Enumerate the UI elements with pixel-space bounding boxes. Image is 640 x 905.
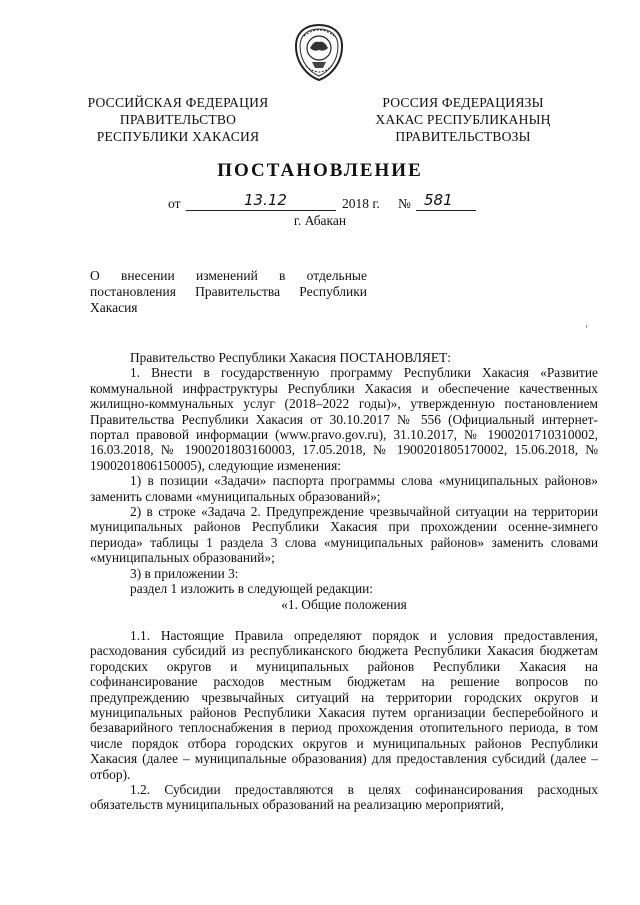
header-right-line-1: РОССИЯ ФЕДЕРАЦИЯЗЫ: [382, 95, 544, 110]
paragraph-1-1: 1) в позиции «Задачи» паспорта программы слова «муниципальных районов» заменить словами «муниципальных образований»;: [90, 473, 598, 504]
header-left-line-1: РОССИЙСКАЯ ФЕДЕРАЦИЯ: [87, 95, 269, 110]
city-line: г. Абакан: [293, 213, 347, 228]
paragraph-1-3a: раздел 1 изложить в следующей редакции:: [130, 581, 374, 597]
number-underline: [416, 210, 476, 211]
date-prefix: от: [168, 196, 181, 211]
subject-line-3: Хакасия: [90, 300, 138, 315]
number-label: №: [398, 196, 411, 211]
subject-line-1: О внесении изменений в отдельные: [90, 268, 367, 283]
subject-line-2: постановления Правительства Республики: [90, 284, 367, 299]
coat-of-arms-emblem: [292, 22, 346, 82]
document-title: ПОСТАНОВЛЕНИЕ: [217, 160, 423, 181]
document-subject: [90, 268, 367, 316]
header-left-line-2: ПРАВИТЕЛЬСТВО: [119, 112, 237, 127]
number-handwritten: 581: [424, 191, 453, 209]
date-handwritten: 13.12: [244, 191, 287, 209]
scan-mark: ʻ: [585, 324, 589, 335]
rule-1-2: 1.2. Субсидии предоставляются в целях софинансирования расходных обязательств муниципальных образований на реализацию мероприятий,: [90, 781, 598, 813]
intro-paragraph: Правительство Республики Хакасия ПОСТАНОВЛЯЕТ:: [130, 350, 451, 365]
paragraph-1: 1. Внести в государственную программу Республики Хакасия «Развитие коммунальной инфраструктуры Республики Хакасия и обеспечение качественных жилищно-коммунальных услуг (2018–2022 годы)», утвержденную постановлением Правительства Республики Хакасия от 30.10.2017 № 556 (Официальный интернет-портал правовой информации (www.pravo.gov.ru), 31.10.2017, № 1900201710310002, 16.03.2018, № 1900201803160003, 17.05.2018, № 1900201805170002, 15.06.2018, № 1900201806150005), следующие изменения:: [90, 365, 598, 473]
header-left: [78, 94, 278, 145]
date-year: 2018 г.: [342, 196, 380, 211]
rule-1-1: 1.1. Настоящие Правила определяют порядок и условия предоставления, расходования субсидий из республиканского бюджета Республики Хакасия бюджетам городских округов и муниципальных районов Республики Хакасия на софинансирование расходов местным бюджетам на решение вопросов по предупреждению чрезвычайных ситуаций на территории городских округов и муниципальных районов Республики Хакасия путем организации бесперебойного и безаварийного теплоснабжения в период прохождения отопительного периода, в том числе порядок отбора городских округов и муниципальных районов Республики Хакасия (далее – муниципальные образования) для предоставления субсидий (далее – отбор).: [90, 627, 598, 782]
header-right: [358, 94, 568, 145]
header-right-line-2: ХАКАС РЕСПУБЛИКАНЫҢ: [375, 112, 551, 127]
paragraph-1-3: 3) в приложении 3:: [130, 565, 239, 581]
paragraph-1-2: 2) в строке «Задача 2. Предупреждение чрезвычайной ситуации на территории муниципальных районов Республики Хакасия при прохождении осенне-зимнего периода» таблицы 1 раздела 3 слова «муниципальных районов» заменить словами «муниципальных образований»;: [90, 504, 598, 566]
header-right-line-3: ПРАВИТЕЛЬСТВОЗЫ: [395, 129, 531, 144]
section-title: «1. Общие положения: [281, 596, 407, 612]
header-left-line-3: РЕСПУБЛИКИ ХАКАСИЯ: [96, 129, 260, 144]
document-body: [90, 350, 598, 813]
date-underline: [186, 210, 336, 211]
